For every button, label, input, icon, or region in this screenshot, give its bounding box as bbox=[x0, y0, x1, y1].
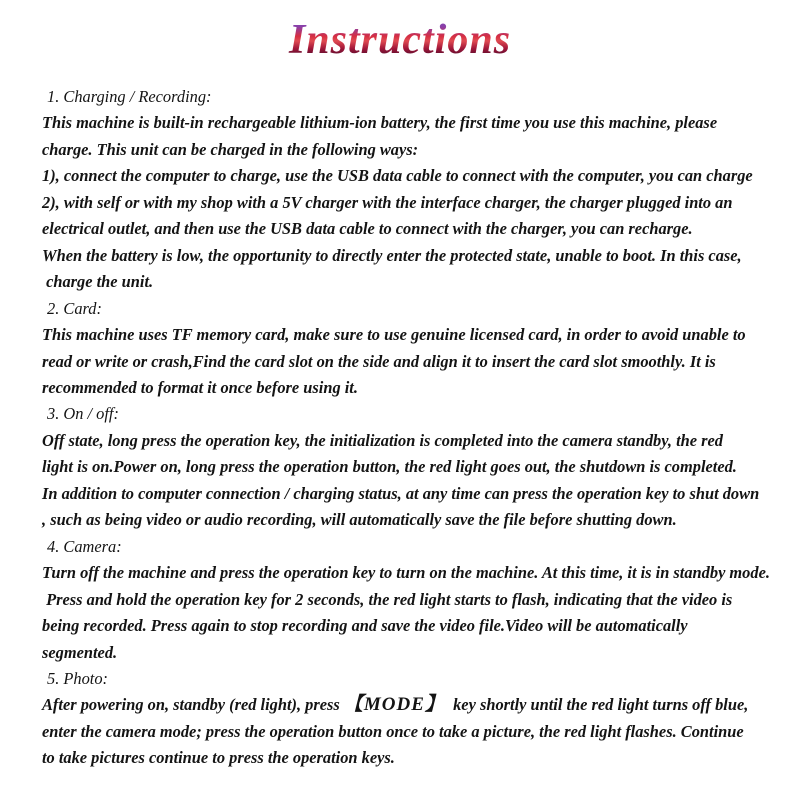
instruction-line: charge. This unit can be charged in the following ways: bbox=[42, 139, 419, 159]
instruction-line: 2), with self or with my shop with a 5V charger with the interface charger, the charger plugged into an bbox=[42, 192, 733, 212]
instruction-line: 1), connect the computer to charge, use the USB data cable to connect with the computer, you can charge bbox=[42, 166, 753, 186]
mode-key-label: 【MODE】 bbox=[343, 694, 445, 716]
instruction-line: This machine is built-in rechargeable lithium-ion battery, the first time you use this machine, please bbox=[42, 113, 718, 133]
instruction-line: Off state, long press the operation key, the initialization is completed into the camera standby, the red bbox=[42, 430, 723, 450]
instruction-sheet bbox=[0, 16, 800, 800]
instruction-line: read or write or crash,Find the card slot on the side and align it to insert the card slot smoothly. It is bbox=[42, 351, 716, 371]
section-heading-charging: 1. Charging / Recording: bbox=[47, 87, 212, 106]
instruction-line: recommended to format it once before using it. bbox=[42, 377, 358, 397]
section-heading-camera: 4. Camera: bbox=[47, 536, 122, 556]
instruction-line: being recorded. Press again to stop recording and save the video file.Video will be automatically bbox=[42, 616, 688, 636]
instruction-line: In addition to computer connection / charging status, at any time can press the operation key to shut down bbox=[42, 483, 760, 503]
instructions-text-block bbox=[42, 84, 770, 772]
instruction-line: When the battery is low, the opportunity to directly enter the protected state, unable to boot. In this case, bbox=[42, 245, 742, 265]
section-heading-card: 2. Card: bbox=[47, 298, 102, 318]
instruction-line: segmented. bbox=[42, 642, 118, 662]
instruction-line: light is on.Power on, long press the operation button, the red light goes out, the shutdown is completed. bbox=[42, 457, 737, 477]
instruction-line-mode bbox=[42, 692, 770, 718]
instruction-line: , such as being video or audio recording, will automatically save the file before shutting down. bbox=[42, 510, 677, 530]
instruction-line: Turn off the machine and press the operation key to turn on the machine. At this time, it is in standby mode. bbox=[42, 563, 770, 583]
instruction-line: to take pictures continue to press the operation keys. bbox=[42, 748, 395, 768]
instruction-line: enter the camera mode; press the operation button once to take a picture, the red light flashes. Continue bbox=[42, 721, 744, 741]
mode-line-after: key shortly until the red light turns off blue, bbox=[444, 695, 749, 715]
section-heading-photo: 5. Photo: bbox=[47, 668, 109, 688]
page-title: Instructions bbox=[0, 16, 800, 64]
instruction-line: electrical outlet, and then use the USB data cable to connect with the charger, you can recharge. bbox=[42, 219, 693, 239]
instruction-line: This machine uses TF memory card, make sure to use genuine licensed card, in order to avoid unable to bbox=[42, 325, 746, 345]
instruction-line: charge the unit. bbox=[42, 272, 154, 292]
instruction-line: Press and hold the operation key for 2 seconds, the red light starts to flash, indicating that the video is bbox=[42, 589, 733, 609]
mode-line-before: After powering on, standby (red light), press bbox=[42, 695, 344, 715]
section-heading-on-off: 3. On / off: bbox=[47, 404, 119, 424]
